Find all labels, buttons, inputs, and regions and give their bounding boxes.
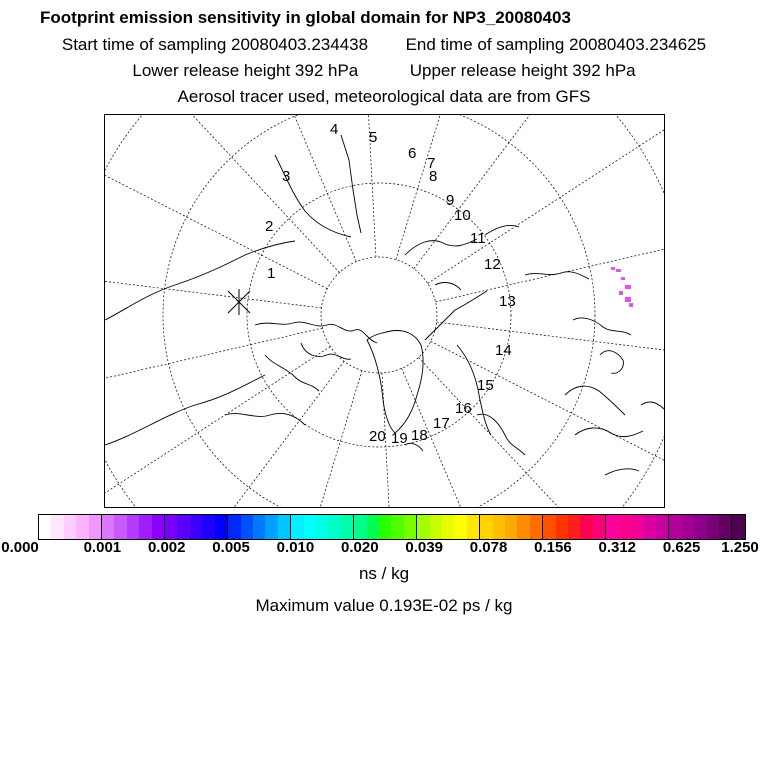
colorbar <box>38 514 746 540</box>
latitude-circle-60 <box>163 115 595 507</box>
coastline-china <box>573 318 631 335</box>
coastline-korea <box>600 351 623 374</box>
meridian-line <box>105 328 322 472</box>
release-heights <box>0 61 768 81</box>
track-label: 8 <box>429 168 438 185</box>
upper-release-height: Upper release height 392 hPa <box>409 61 636 80</box>
track-label: 7 <box>427 155 436 172</box>
colorbar-swatch <box>367 515 379 539</box>
colorbar-swatch <box>202 515 214 539</box>
colorbar-swatch <box>694 515 706 539</box>
coastline-novaya-zemlya <box>435 283 461 290</box>
coastline-arabia <box>575 428 643 437</box>
end-time: End time of sampling 20080403.234625 <box>405 35 707 54</box>
colorbar-swatch <box>341 515 354 539</box>
colorbar-swatch <box>265 515 277 539</box>
start-time: Start time of sampling 20080403.234438 <box>61 35 369 54</box>
colorbar-swatch <box>102 515 114 539</box>
colorbar-tick-label: 0.312 <box>598 539 637 556</box>
colorbar-swatch <box>139 515 151 539</box>
coastlines <box>105 135 664 475</box>
coastline-islands-1 <box>301 343 351 359</box>
track-label: 3 <box>282 168 291 185</box>
colorbar-swatch <box>580 515 592 539</box>
meridian-line <box>419 357 664 507</box>
graticule <box>105 115 664 507</box>
colorbar-swatch <box>354 515 366 539</box>
track-label: 6 <box>408 145 417 162</box>
footprint-cell <box>619 291 623 295</box>
colorbar-swatch <box>719 515 732 539</box>
colorbar-swatch <box>76 515 88 539</box>
coastline-siberia-1 <box>405 239 477 255</box>
coastline-greenland <box>367 331 423 433</box>
coastline-africa-ne <box>605 469 639 475</box>
colorbar-swatch <box>404 515 417 539</box>
meridian-line <box>402 368 653 507</box>
colorbar-swatch <box>505 515 517 539</box>
colorbar-swatch <box>328 515 340 539</box>
track-label: 16 <box>455 400 472 417</box>
map-panel <box>104 114 665 508</box>
lower-release-height: Lower release height 392 hPa <box>132 61 359 80</box>
colorbar-swatch <box>316 515 328 539</box>
tracer-note: Aerosol tracer used, meteorological data are from GFS <box>177 87 591 106</box>
colorbar-swatch <box>39 515 51 539</box>
colorbar-tick-label: 0.000 <box>1 539 39 556</box>
coastline-east-edge <box>641 402 664 409</box>
colorbar-swatch <box>593 515 606 539</box>
track-label: 14 <box>495 342 512 359</box>
track-label: 5 <box>369 129 378 146</box>
colorbar-swatch <box>228 515 240 539</box>
track-label: 4 <box>330 121 339 138</box>
colorbar-swatch <box>480 515 492 539</box>
track-label: 19 <box>391 430 408 447</box>
colorbar-swatch <box>606 515 618 539</box>
footprint-cell <box>621 277 625 280</box>
track-label: 2 <box>265 218 274 235</box>
colorbar-swatch <box>177 515 189 539</box>
track-label: 1 <box>267 265 276 282</box>
colorbar-swatch <box>631 515 643 539</box>
coastline-siberia-3 <box>525 272 589 279</box>
track-label: 13 <box>499 293 516 310</box>
meridian-line <box>431 341 664 507</box>
track-label: 10 <box>454 207 471 224</box>
colorbar-swatch <box>669 515 681 539</box>
colorbar-tick-label: 0.020 <box>341 539 379 556</box>
colorbar-tick-label: 0.010 <box>276 539 315 556</box>
footprint-cell <box>625 297 631 302</box>
coastline-kamchatka <box>341 135 361 233</box>
colorbar-swatch <box>51 515 63 539</box>
colorbar-swatch <box>291 515 303 539</box>
colorbar-tick-label: 0.005 <box>212 539 250 556</box>
colorbar-tick-label: 0.078 <box>469 539 508 556</box>
colorbar-swatch <box>89 515 102 539</box>
colorbar-swatch <box>114 515 126 539</box>
coastline-canada-arctic <box>255 322 377 343</box>
colorbar-swatch <box>467 515 480 539</box>
plot-title: Footprint emission sensitivity in global domain for NP3_20080403 <box>40 8 571 27</box>
colorbar-swatch <box>568 515 580 539</box>
colorbar-swatch <box>517 515 529 539</box>
sampling-times <box>0 35 768 55</box>
colorbar-swatch <box>442 515 454 539</box>
colorbar-swatch <box>707 515 719 539</box>
meridian-line <box>105 361 344 507</box>
colorbar-swatch <box>215 515 228 539</box>
colorbar-swatch <box>732 515 744 539</box>
colorbar-swatch <box>556 515 568 539</box>
colorbar-swatch <box>127 515 139 539</box>
colorbar-swatch <box>391 515 403 539</box>
coastline-india <box>565 386 625 415</box>
footprint-cell <box>611 267 615 270</box>
footprint-cell <box>629 303 633 307</box>
footprint-cell <box>625 285 631 289</box>
colorbar-tick-label: 0.625 <box>662 539 701 556</box>
colorbar-tick-label: 0.001 <box>83 539 122 556</box>
maximum-value: Maximum value 0.193E-02 ps / kg <box>255 596 513 615</box>
meridian-line <box>105 115 327 289</box>
meridian-line <box>437 322 664 400</box>
colorbar-swatch <box>64 515 76 539</box>
colorbar-units: ns / kg <box>358 564 410 583</box>
colorbar-swatch <box>656 515 669 539</box>
colorbar-swatch <box>543 515 555 539</box>
track-label: 17 <box>433 415 450 432</box>
coastline-hudson <box>265 355 319 391</box>
colorbar-swatch <box>430 515 442 539</box>
track-label: 20 <box>369 428 386 445</box>
colorbar-swatch <box>379 515 391 539</box>
meridian-line <box>428 115 664 283</box>
track-label: 11 <box>470 230 486 247</box>
release-marker-star-icon <box>228 289 250 315</box>
colorbar-swatch <box>682 515 694 539</box>
colorbar-swatch <box>278 515 291 539</box>
meridian-line <box>105 230 321 308</box>
track-label: 9 <box>446 192 455 209</box>
flight-track-labels <box>265 121 516 447</box>
colorbar-swatch <box>644 515 656 539</box>
colorbar-swatch <box>530 515 543 539</box>
coastline-baltic <box>477 414 525 455</box>
colorbar-tick-label: 0.039 <box>405 539 443 556</box>
footprint-patch <box>611 267 633 307</box>
colorbar-swatch <box>190 515 202 539</box>
colorbar-tick-label: 1.250 <box>721 539 759 556</box>
colorbar-swatch <box>493 515 505 539</box>
colorbar-swatch <box>241 515 253 539</box>
track-label: 15 <box>477 377 494 394</box>
track-label: 18 <box>411 427 428 444</box>
colorbar-swatch <box>152 515 165 539</box>
coastline-siberia-2 <box>485 225 519 235</box>
colorbar-tick-label: 0.002 <box>147 539 186 556</box>
colorbar-swatch <box>417 515 429 539</box>
coastline-iceland <box>405 443 423 451</box>
colorbar-swatch <box>304 515 316 539</box>
colorbar-swatch <box>619 515 631 539</box>
track-label: 12 <box>484 256 501 273</box>
colorbar-swatch <box>454 515 466 539</box>
colorbar-swatch <box>165 515 177 539</box>
colorbar-swatch <box>253 515 265 539</box>
map-canvas <box>105 115 664 507</box>
latitude-circle-50 <box>105 115 664 507</box>
meridian-line <box>396 115 584 260</box>
colorbar-tick-label: 0.156 <box>534 539 572 556</box>
coastline-north-america-east <box>105 375 265 445</box>
footprint-cell <box>616 269 621 272</box>
